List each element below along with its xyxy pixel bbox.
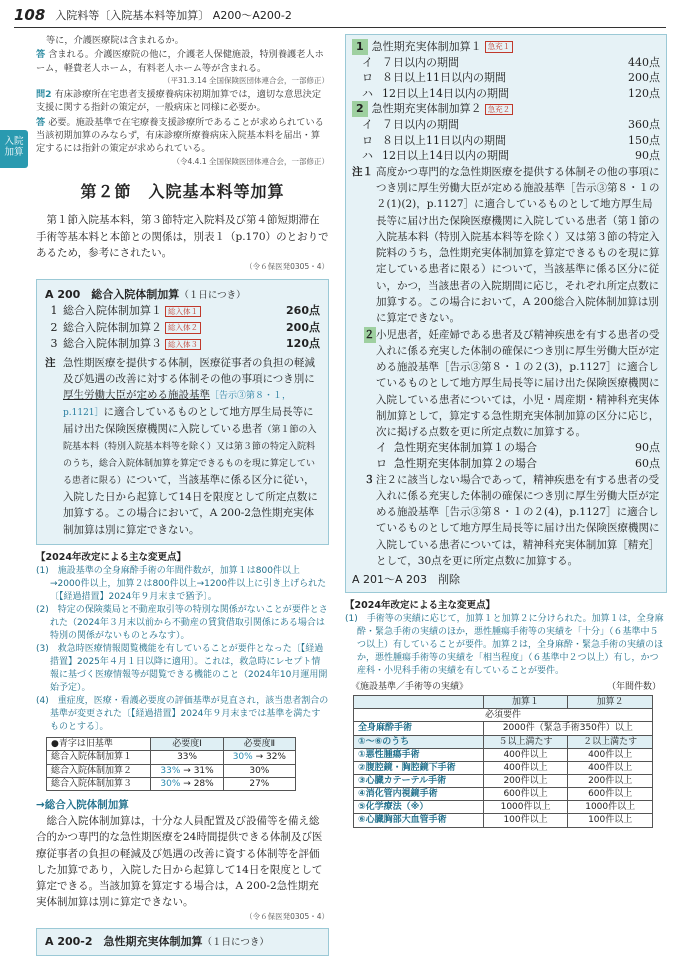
table-required-row [354, 709, 653, 722]
period-points: 90点 [635, 149, 660, 163]
left-column [36, 34, 329, 956]
table-cell: 全身麻酔手術 [354, 722, 484, 735]
a200-head [45, 286, 320, 304]
period-label: 12日以上14日以内の期間 [382, 86, 509, 100]
table-row [354, 748, 653, 761]
page-number: 108 [14, 5, 46, 24]
table-header-row [354, 696, 653, 709]
old-value: 30% [160, 778, 181, 789]
table-cell: ⑥心臓胸部大血管手術 [354, 814, 484, 827]
a200-note [45, 355, 320, 538]
side-tab-line1: 入院 [4, 136, 24, 147]
note-tag: ３ [364, 473, 375, 486]
a200-items [45, 303, 320, 353]
table-row [354, 788, 653, 801]
revision-text: (1) 手術等の実績に応じて，加算１と加算２に分けられた。加算１は，全身麻酔・緊急手術の実績のほか，悪性腫瘍手術等の実績を「十分」（６基準中５つ以上）有していることが要件。加算２は，全身麻酔・緊急手術の実績のほか，悪性腫瘍手術等の実績を「相当程度」（６基準中２つ以上）有し，かつ産科・小児科手術の実績を有していることが要件。 [345, 614, 664, 677]
a2002-items-box [345, 34, 667, 593]
table-cell: 100件以上 [568, 814, 653, 827]
rate-label: 総合入院体制加算１ 総入体１ [63, 303, 286, 320]
a2002-title: A 200-2 急性期充実体制加算 [45, 935, 203, 949]
group-head [352, 101, 660, 117]
qa-cite-2: （令4.4.1 全国保険医団体連合会，一部修正） [172, 156, 329, 166]
note-2 [352, 327, 660, 441]
table-body [354, 722, 653, 827]
side-tab [0, 130, 28, 168]
table-cell: ④消化管内視鏡手術 [354, 788, 484, 801]
table-cell: 30% → 28% [151, 777, 223, 790]
new-value: 31% [193, 765, 214, 776]
table-cell: 33% → 31% [151, 764, 223, 777]
note-1 [352, 164, 660, 327]
table-cell: 1000件以上 [483, 801, 568, 814]
table-row [354, 722, 653, 735]
note-text: 高度かつ専門的な急性期医療を提供する体制その他の事項につき別に厚生労働大臣が定める施設基準［告示③第８・１の２(1)(2)，p.1127］に適合しているものとして地方厚生局長等に届け出た保険医療機関に入院している患者（第１節の入院基本料（特別入院基本料等を除く）又は第３節の特定入院料のうち，急性期充実体制加算を算定できるものを現に算定している患者に限る）について，当該基準に係る区分に従い，かつ，当該患者の入院期間に応じ，それぞれ所定点数に加算する。この場合において，A 200総合入院体制加算は別に算定できない。 [376, 165, 660, 325]
deleted-line: A 201～A 203 削除 [352, 573, 461, 587]
revision-item: (2) 特定の保険薬局と不動産取引等の特別な関係がないことが要件とされた（2024年３月末以前から不動産の賃貸借取引関係にある場合は特別の関係がないものとみなす）。 [36, 604, 328, 641]
note-ref: ［告示③第８・１，p.1121］ [63, 391, 292, 419]
revision-title: 【2024年改定による主な変更点】 [345, 600, 495, 612]
intro-paragraph: 第１節入院基本料，第３節特定入院料及び第４節短期滞在手術等基本料と本節との関係は，別表１（p.170）のとおりであるため，参考にされたい。 [36, 214, 329, 259]
qa-answer-1 [36, 48, 329, 75]
table-cell: 400件以上 [483, 761, 568, 774]
group-num: 2 [352, 101, 368, 117]
revision-right [345, 599, 667, 678]
table-cell: 30% [223, 764, 295, 777]
code-badge: 総入体１ [165, 306, 201, 318]
note2-row [352, 440, 660, 456]
a2002-unit: （１日につき） [202, 937, 269, 949]
table-header-cell: 必要度Ⅱ [223, 738, 295, 751]
code-badge: 総入体３ [165, 339, 201, 351]
table-cell: ②腹腔鏡・胸腔鏡下手術 [354, 761, 484, 774]
period-row [352, 86, 660, 102]
period-points: 120点 [628, 86, 660, 100]
a200-title: A 200 総合入院体制加算 [45, 287, 180, 301]
answer-text: 必要。施設基準で在宅療養支援診療所であることが求められている当該初期加算のみならず，有床診療所療養病床入院基本料を届出・算定するには指針の策定が求められている。 [36, 116, 324, 155]
table2-caption-left: 《施設基準／手術等の実績》 [351, 682, 469, 693]
period-row [352, 70, 660, 86]
table-header-row [47, 738, 296, 751]
note2-kana: イ [376, 441, 387, 455]
table-row [47, 764, 296, 777]
section-title: 第２節 入院基本料等加算 [80, 181, 285, 201]
new-value: 32% [265, 752, 286, 763]
note-small: （第１節の入院基本料（特別入院基本料等を除く）又は第３節の特定入院料のうち，総合入院体制加算を算定できるものを現に算定している患者に限る） [63, 425, 317, 487]
period-label: ７日以内の期間 [382, 118, 459, 132]
note2-points: 90点 [635, 441, 660, 455]
revision-left [36, 551, 329, 734]
period-kana: イ [362, 118, 373, 132]
rate-points: 200点 [286, 320, 320, 334]
note2-points: 60点 [635, 457, 660, 470]
revision-items [36, 565, 329, 735]
a2002-box [36, 928, 329, 956]
table-cell: 33% [151, 751, 223, 764]
answer-tag: 答 [36, 116, 46, 128]
table-row [47, 777, 296, 790]
note-text: 小児患者，妊産婦である患者及び精神疾患を有する患者の受入れに係る充実した体制の確保につき別に厚生労働大臣が定める施設基準［告示③第８・１の２(3)，p.1127］に適合しているものとして地方厚生局長等に届け出た保険医療機関に入院している患者については，小児・周産期・精神科充実体制加算として，算定する急性期充実体制加算の区分に応じ，次に掲げる点数を更に所定点数に加算する。 [376, 328, 660, 439]
period-kana: ロ [362, 71, 373, 85]
table-cell: 100件以上 [483, 814, 568, 827]
table-header-cell [354, 696, 484, 709]
table-cell: 2000件（緊急手術350件）以上 [483, 722, 652, 735]
period-kana: ロ [362, 133, 373, 147]
a200-box [36, 279, 329, 545]
table-row [354, 801, 653, 814]
note-text-b: に適合しているものとして地方厚生局長等に届け出た保険医療機関に入院している患者 [63, 406, 314, 436]
group-num: 1 [352, 39, 368, 55]
revision-item: (1) 施設基準の全身麻酔手術の年間件数が，加算１は800件以上→2000件以上，加算２は800件以上→1200件以上に引き上げられた〔【経過措置】2024年９月末まで猶予〕。 [36, 565, 327, 602]
table-cell: 総合入院体制加算１ [47, 751, 151, 764]
period-points: 150点 [628, 133, 660, 147]
qa-block [36, 34, 329, 168]
side-tab-line2: 加算 [4, 147, 24, 159]
intro-cite: （令６保医発0305・4） [245, 262, 329, 272]
note2-kana: ロ [376, 457, 387, 470]
period-label: 12日以上14日以内の期間 [382, 149, 509, 163]
table-cell: 600件以上 [568, 788, 653, 801]
table-row [354, 761, 653, 774]
period-points: 360点 [628, 118, 660, 132]
question-tag: 問2 [36, 88, 52, 100]
table-cell: 1000件以上 [568, 801, 653, 814]
table-cell: 200件以上 [568, 775, 653, 788]
note2-label: 急性期充実体制加算２の場合 [394, 457, 537, 470]
table-row [47, 751, 296, 764]
note2-row [352, 456, 660, 472]
table-cell: 600件以上 [483, 788, 568, 801]
right-column [345, 34, 667, 828]
rate-num: 2 [50, 320, 58, 334]
qa-answer-2 [36, 116, 329, 156]
table2-caption [345, 681, 667, 695]
table2-caption-right: （年間件数） [606, 682, 661, 693]
page-header [14, 4, 666, 28]
rate-points: 260点 [286, 304, 320, 318]
rate-points: 120点 [286, 337, 320, 351]
rate-row [45, 336, 320, 353]
rate-row [45, 320, 320, 337]
code-badge: 総入体２ [165, 322, 201, 334]
note-tag: 注 [45, 356, 56, 369]
table-header-cell: 加算１ [483, 696, 568, 709]
note-tag: ２ [364, 327, 376, 343]
period-points: 440点 [628, 55, 660, 69]
table-header-cell: 必要度Ⅰ [151, 738, 223, 751]
table-cell: 30% → 32% [223, 751, 295, 764]
period-kana: イ [362, 55, 373, 69]
rate-label: 総合入院体制加算２ 総入体２ [63, 320, 286, 337]
note-underline: 厚生労働大臣が定める施設基準 [63, 389, 210, 402]
note2-items [352, 440, 660, 471]
note-text-c: について，当該基準に係る区分に従い，入院した日から起算して14日を限度として所定点数に加算する。この場合において，A 200-2急性期充実体制加算は別に算定できない。 [63, 474, 318, 536]
table-body [47, 751, 296, 790]
group-label: 急性期充実体制加算１ 急充１ [372, 39, 514, 55]
revision-item: (4) 重症度，医療・看護必要度の評価基準が見直され，該当患者割合の基準が変更された〔【経過措置】2024年９月末までは基準を満たすものとする〕。 [36, 696, 329, 733]
table-cell: ①～⑥のうち [354, 735, 484, 748]
note-3 [352, 472, 660, 570]
table-cell: 総合入院体制加算３ [47, 777, 151, 790]
note-text: 注２に該当しない場合であって，精神疾患を有する患者の受入れに係る充実した体制の確保につき別に厚生労働大臣が定める施設基準［告示③第８・１の２(4)，p.1127］に適合しているものとして地方厚生局長等に届け出た保険医療機関に入院している患者については，精神科充実体制加算［精充］として，30点を更に所定点数に加算する。 [376, 473, 660, 567]
table-header-cell: 加算２ [568, 696, 653, 709]
table-cell: 400件以上 [483, 748, 568, 761]
group-head [352, 39, 660, 55]
header-title: 入院料等〔入院基本料等加算〕 A200～A200-2 [55, 8, 292, 22]
required-cell: 必須要件 [354, 709, 653, 722]
old-value: 33% [160, 765, 181, 776]
rate-groups [352, 39, 660, 164]
period-row [352, 148, 660, 164]
table-cell: 総合入院体制加算２ [47, 764, 151, 777]
old-value: 30% [232, 752, 253, 763]
revision-item: (3) 救急時医療情報閲覧機能を有していることが要件となった〔【経過措置】2025年４月１日以降に適用〕。これは，救急時にレセプト情報に基づく医療情報等が閲覧できる機能のこと（2024年10月運用開始予定）。 [36, 643, 328, 694]
period-kana: ハ [362, 149, 373, 163]
qa-continued: 等に，介護医療院は含まれるか。 [46, 35, 184, 46]
table-cell: 200件以上 [483, 775, 568, 788]
question-text: 有床診療所在宅患者支援療養病床初期加算では，適切な意思決定支援に関する指針の策定が，一般病床と同様に必要か。 [36, 88, 322, 114]
table-cell: 400件以上 [568, 748, 653, 761]
period-points: 200点 [628, 71, 660, 85]
table-cell: 27% [223, 777, 295, 790]
code-badge: 急充２ [485, 104, 514, 116]
qa-cite-1: （平31.3.14 全国保険医団体連合会，一部修正） [162, 76, 329, 86]
code-badge: 急充１ [485, 41, 514, 53]
period-row [352, 55, 660, 71]
rate-num: 1 [50, 304, 58, 318]
period-label: ８日以上11日以内の期間 [382, 71, 506, 85]
period-kana: ハ [362, 86, 373, 100]
table-cell: ５以上満たす [483, 735, 568, 748]
table-header-cell: ●青字は旧基準 [47, 738, 151, 751]
rate-row [45, 303, 320, 320]
note2-label: 急性期充実体制加算１の場合 [394, 441, 537, 455]
period-label: ７日以内の期間 [382, 55, 459, 69]
period-row [352, 117, 660, 133]
period-row [352, 133, 660, 149]
note-tag: 注１ [352, 165, 373, 178]
rate-num: 3 [50, 337, 58, 351]
a200-unit: （１日につき） [179, 289, 246, 301]
table-cell: ①悪性腫瘍手術 [354, 748, 484, 761]
table-cell: ③心臓カテーテル手術 [354, 775, 484, 788]
period-label: ８日以上11日以内の期間 [382, 133, 506, 147]
subheading: →総合入院体制加算 [36, 798, 129, 811]
note-text-a: 急性期医療を提供する体制，医療従事者の負担の軽減及び処遇の改善に対する体制その他の事項につき別に [63, 356, 315, 386]
new-value: 28% [193, 778, 214, 789]
surgery-table [353, 695, 653, 827]
table-cell: ２以上満たす [568, 735, 653, 748]
table-cell: ⑤化学療法（※） [354, 801, 484, 814]
sub-cite: （令６保医発0305・4） [245, 911, 329, 921]
table-row [354, 775, 653, 788]
table-row [354, 814, 653, 827]
group-label: 急性期充実体制加算２ 急充２ [372, 101, 514, 117]
rate-label: 総合入院体制加算３ 総入体３ [63, 336, 286, 353]
table-cell: 400件以上 [568, 761, 653, 774]
sub-paragraph: 総合入院体制加算は，十分な人員配置及び設備等を備え総合的かつ専門的な急性期医療を24時間提供できる体制及び医療従事者の負担の軽減及び処遇の改善に資する体制等を評価した加算であり，入院した日から起算して14日を限度として算定できる。当該加算を算定する場合は，A 200-2急性期充実体制加算は別に算定できない。 [36, 815, 323, 909]
necessity-table [46, 737, 296, 791]
qa-question-2 [36, 88, 329, 115]
answer-tag: 答 [36, 49, 46, 61]
answer-text: 含まれる。介護医療院の他に，介護老人保健施設，特別養護老人ホーム，軽費老人ホーム，有料老人ホーム等が含まれる。 [36, 49, 324, 74]
revision-title: 【2024年改定による主な変更点】 [36, 551, 186, 563]
table-row [354, 735, 653, 748]
